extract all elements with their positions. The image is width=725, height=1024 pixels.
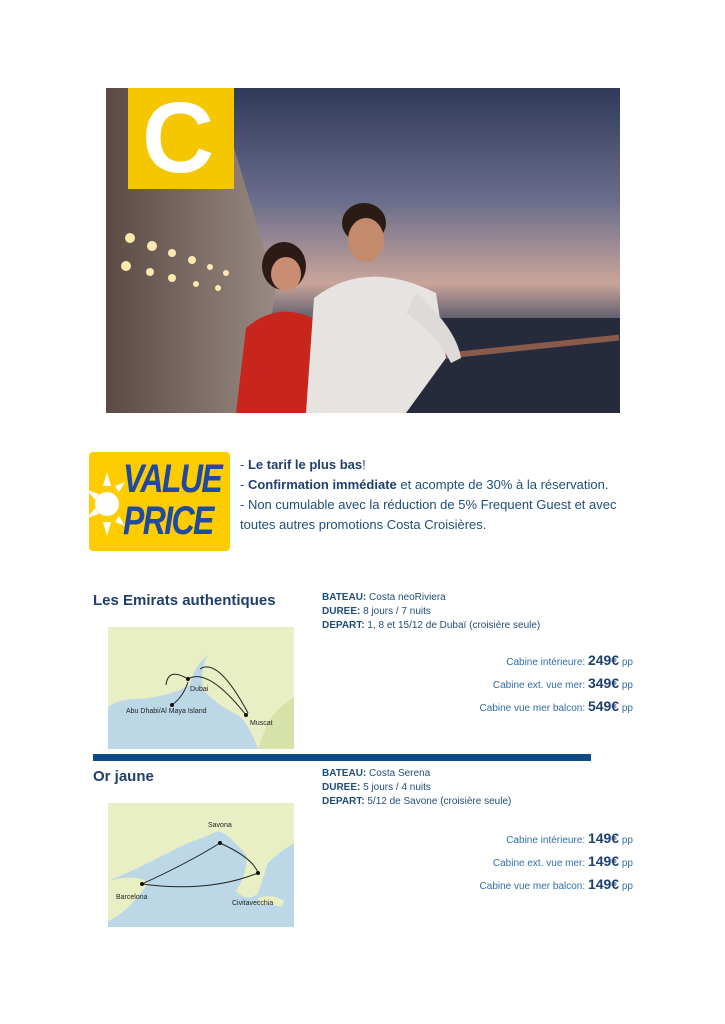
price-row: Cabine ext. vue mer: 149€ pp <box>492 853 633 869</box>
map-label-dubai: Dubai <box>190 686 209 693</box>
map-label-savona: Savona <box>208 822 232 829</box>
route-map-emirates <box>108 627 294 749</box>
price-row: Cabine vue mer balcon: 149€ pp <box>479 876 633 892</box>
condition-confirmation: - Confirmation immédiate et acompte de 30% à la réservation. <box>240 477 609 492</box>
map-label-civitavecchia: Civitavecchia <box>232 900 274 907</box>
map-label-muscat: Muscat <box>250 720 273 727</box>
price-list <box>403 650 633 719</box>
cruise-title: Les Emirats authentiques <box>93 592 276 609</box>
costa-logo <box>128 88 234 194</box>
section-divider <box>93 754 591 761</box>
cruise-details: BATEAU: Costa neoRiviera DUREE: 8 jours / 7 nuits DEPART: 1, 8 et 15/12 de Dubaï (croisière seule) <box>322 592 541 631</box>
map-label-abu-dhabi: Abu Dhabi/Al Maya Island <box>126 708 207 715</box>
price-row: Cabine ext. vue mer: 349€ pp <box>492 675 633 691</box>
price-list <box>403 828 633 897</box>
badge-line2: PRICE <box>123 499 213 543</box>
hero-photo <box>106 88 620 413</box>
map-label-barcelona: Barcelona <box>116 894 148 901</box>
price-row: Cabine vue mer balcon: 549€ pp <box>479 698 633 714</box>
route-map-mediterranean <box>108 803 294 927</box>
condition-non-cumulative: - Non cumulable avec la réduction de 5% Frequent Guest et avec toutes autres promotions Costa Croisières. <box>240 497 617 532</box>
price-row: Cabine intérieure: 249€ pp <box>506 652 633 668</box>
logo-letter: C <box>142 88 215 194</box>
value-price-badge <box>89 452 230 551</box>
cruise-details: BATEAU: Costa Serena DUREE: 5 jours / 4 nuits DEPART: 5/12 de Savone (croisière seule) <box>322 768 512 807</box>
value-price-conditions <box>240 455 640 535</box>
cruise-title: Or jaune <box>93 768 154 785</box>
condition-lowest-price: - Le tarif le plus bas! <box>240 457 366 472</box>
badge-line1: VALUE <box>123 457 222 501</box>
price-row: Cabine intérieure: 149€ pp <box>506 830 633 846</box>
